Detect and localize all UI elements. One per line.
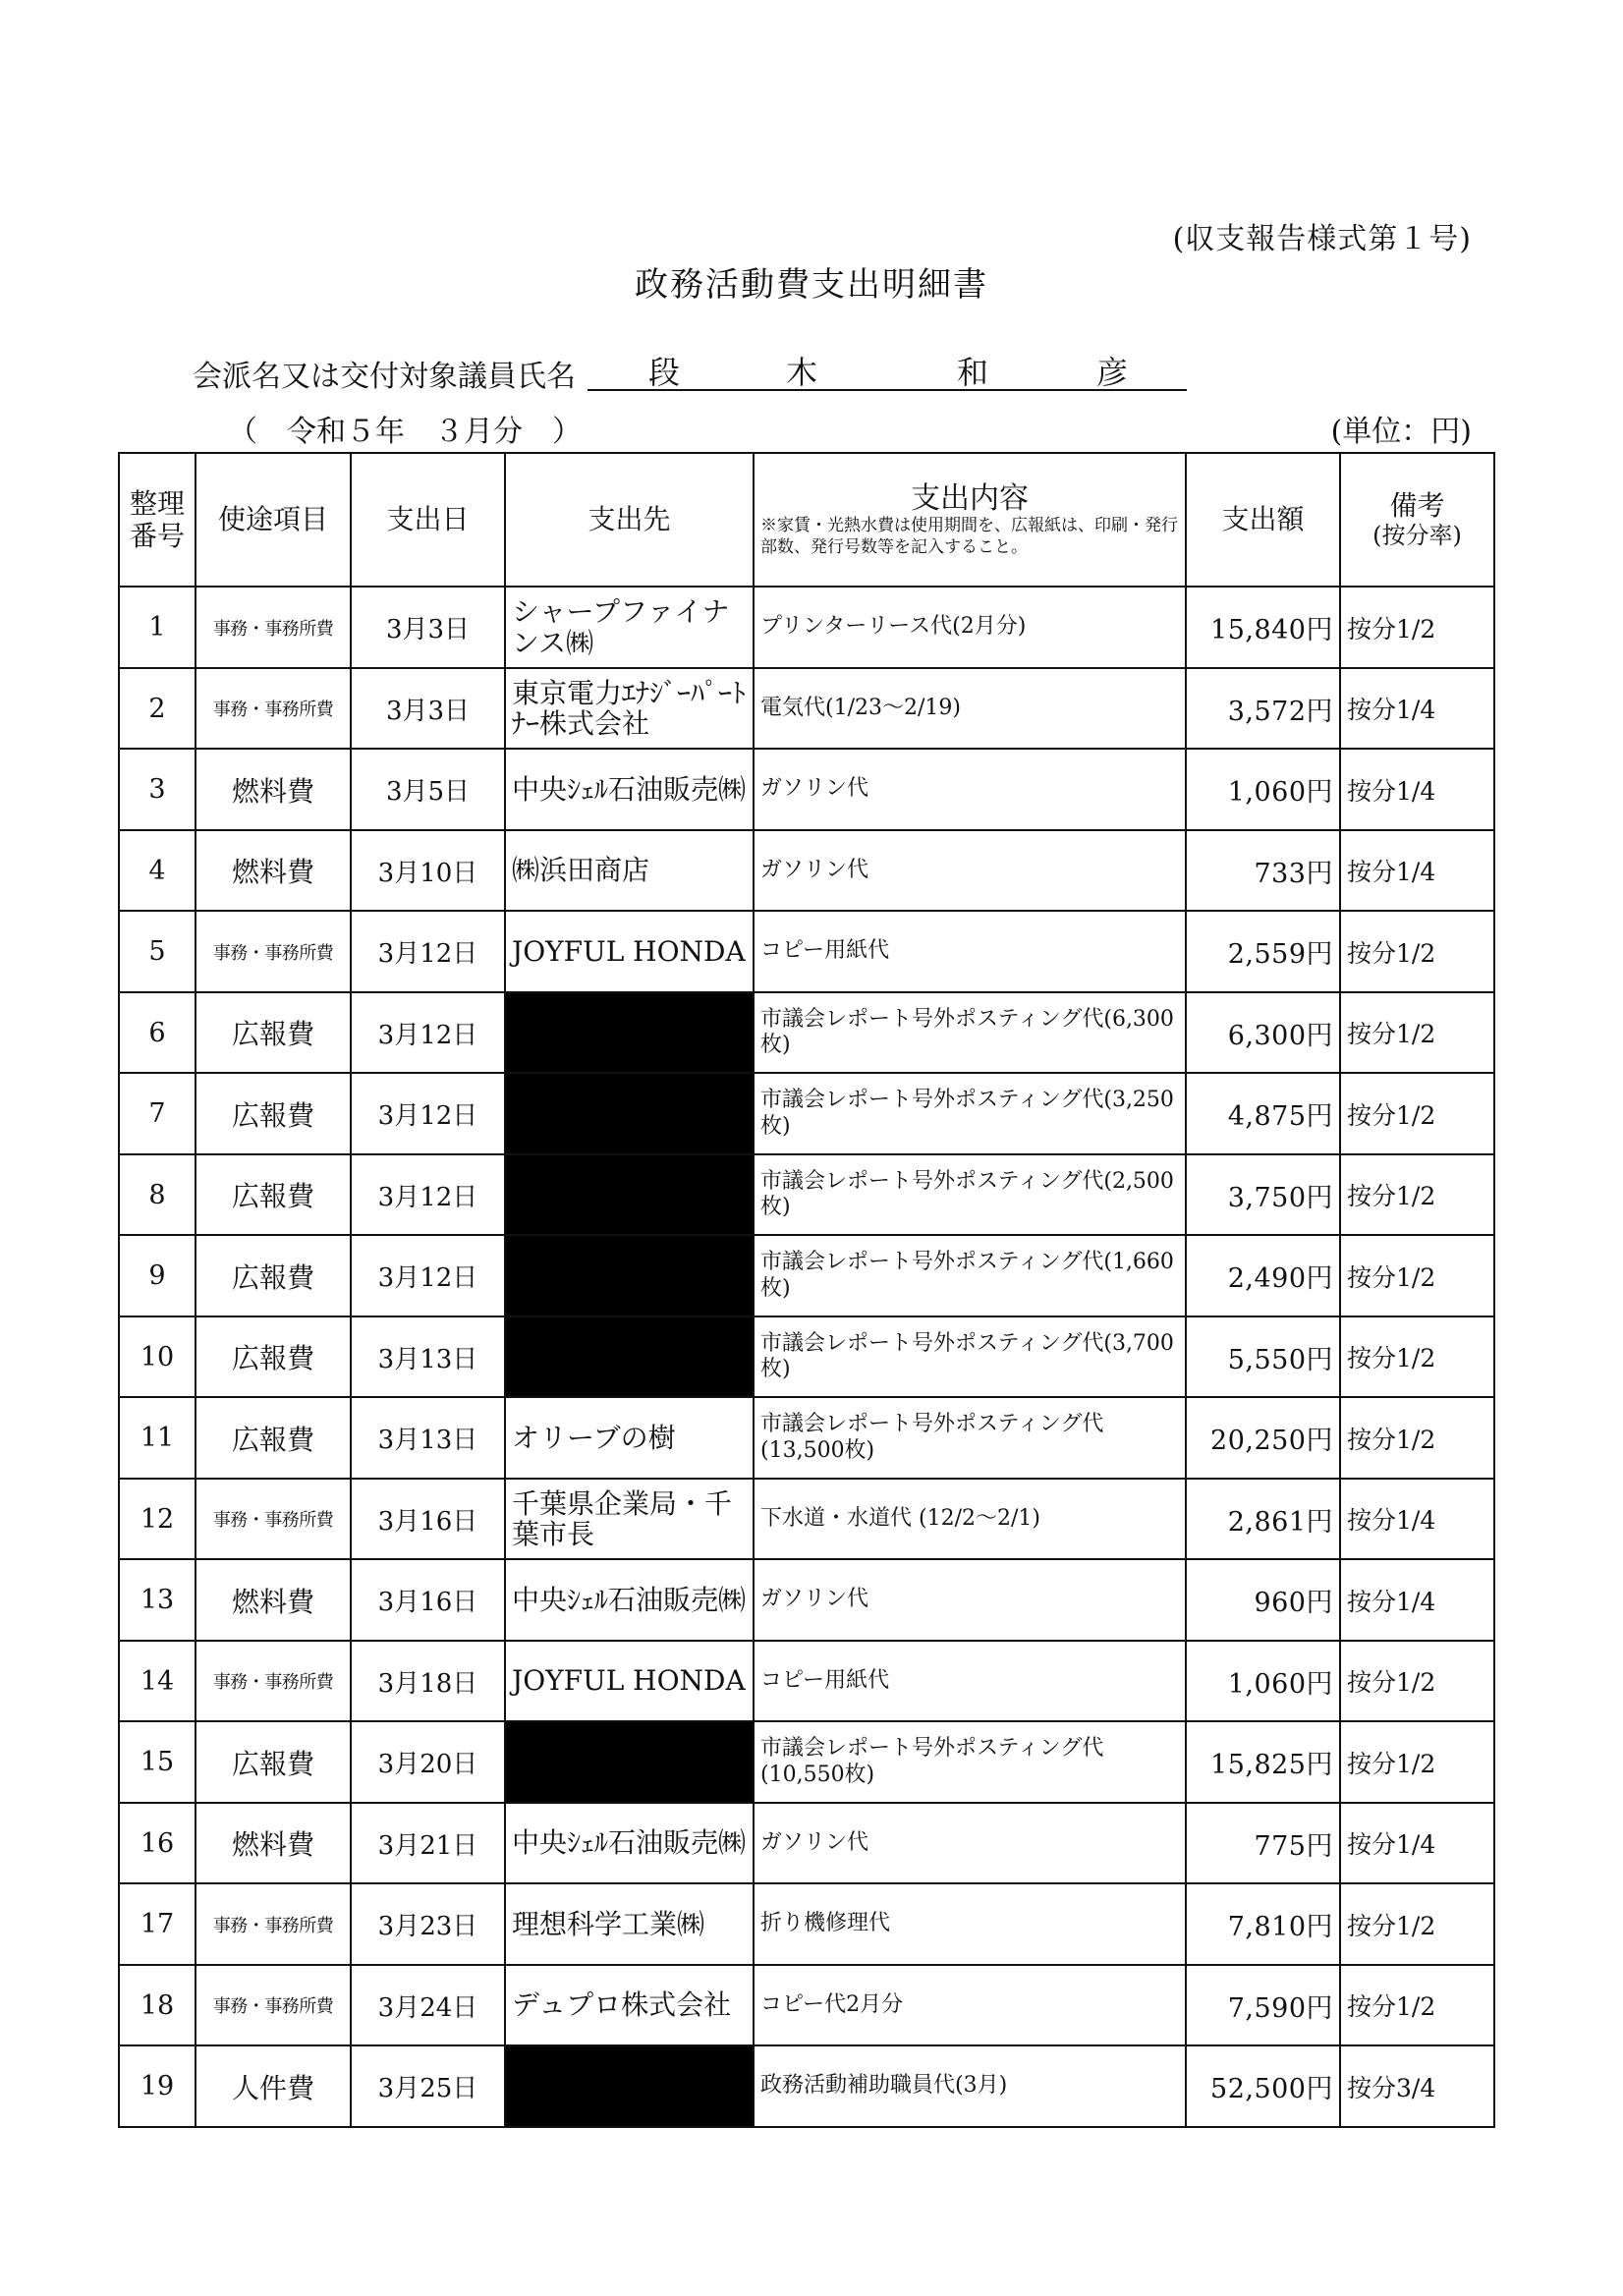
header-remarks-sub: (按分率) bbox=[1372, 522, 1462, 550]
cell-remarks: 按分1/4 bbox=[1340, 668, 1494, 749]
cell-payee: 東京電力ｴﾅｼﾞｰﾊﾟｰﾄﾅｰ株式会社 bbox=[505, 668, 754, 749]
cell-no: 17 bbox=[119, 1883, 196, 1965]
cell-date: 3月12日 bbox=[351, 992, 505, 1073]
cell-payee: ㈱浜田商店 bbox=[505, 830, 754, 911]
cell-payee: JOYFUL HONDA bbox=[505, 1641, 754, 1721]
cell-date: 3月5日 bbox=[351, 749, 505, 830]
table-row bbox=[119, 668, 1494, 749]
cell-category: 広報費 bbox=[196, 1073, 351, 1154]
cell-content: 政務活動補助職員代(3月) bbox=[754, 2045, 1186, 2127]
cell-content: 市議会レポート号外ポスティング代(2,500枚) bbox=[754, 1154, 1186, 1235]
header-category: 使途項目 bbox=[196, 453, 351, 587]
cell-content: 市議会レポート号外ポスティング代(13,500枚) bbox=[754, 1397, 1186, 1479]
cell-content: 市議会レポート号外ポスティング代(10,550枚) bbox=[754, 1721, 1186, 1803]
header-no: 整理番号 bbox=[119, 453, 196, 587]
cell-remarks: 按分1/4 bbox=[1340, 1803, 1494, 1883]
cell-no: 14 bbox=[119, 1641, 196, 1721]
form-id: (収支報告様式第１号) bbox=[1172, 222, 1472, 256]
cell-remarks: 按分1/2 bbox=[1340, 1883, 1494, 1965]
cell-content: コピー用紙代 bbox=[754, 1641, 1186, 1721]
cell-amount: 6,300円 bbox=[1186, 992, 1340, 1073]
cell-payee: 中央ｼｪﾙ石油販売㈱ bbox=[505, 1803, 754, 1883]
table-row bbox=[119, 1721, 1494, 1803]
cell-date: 3月13日 bbox=[351, 1316, 505, 1397]
cell-no: 13 bbox=[119, 1559, 196, 1641]
cell-content: ガソリン代 bbox=[754, 1803, 1186, 1883]
cell-category: 事務・事務所費 bbox=[196, 1883, 351, 1965]
cell-no: 18 bbox=[119, 1965, 196, 2045]
redacted-block bbox=[505, 1721, 754, 1803]
member-name-char: 木 bbox=[786, 354, 818, 391]
cell-amount: 775円 bbox=[1186, 1803, 1340, 1883]
table-row bbox=[119, 1641, 1494, 1721]
header-date: 支出日 bbox=[351, 453, 505, 587]
header-remarks-title: 備考 bbox=[1389, 489, 1445, 523]
cell-no: 8 bbox=[119, 1154, 196, 1235]
cell-date: 3月16日 bbox=[351, 1479, 505, 1559]
cell-amount: 7,590円 bbox=[1186, 1965, 1340, 2045]
table-row bbox=[119, 1965, 1494, 2045]
member-name-char: 彦 bbox=[1096, 354, 1129, 391]
cell-content: ガソリン代 bbox=[754, 749, 1186, 830]
member-name bbox=[588, 346, 1187, 391]
cell-payee: シャープファイナンス㈱ bbox=[505, 587, 754, 668]
cell-no: 19 bbox=[119, 2045, 196, 2127]
cell-remarks: 按分1/2 bbox=[1340, 1641, 1494, 1721]
cell-remarks: 按分3/4 bbox=[1340, 2045, 1494, 2127]
cell-payee: JOYFUL HONDA bbox=[505, 911, 754, 992]
cell-remarks: 按分1/2 bbox=[1340, 1721, 1494, 1803]
cell-content: 市議会レポート号外ポスティング代(6,300枚) bbox=[754, 992, 1186, 1073]
header-content-note: ※家賃・光熱水費は使用期間を、広報紙は、印刷・発行部数、発行号数等を記入すること。 bbox=[760, 516, 1178, 557]
cell-category: 人件費 bbox=[196, 2045, 351, 2127]
header-payee: 支出先 bbox=[505, 453, 754, 587]
cell-content: ガソリン代 bbox=[754, 830, 1186, 911]
cell-category: 事務・事務所費 bbox=[196, 911, 351, 992]
cell-category: 広報費 bbox=[196, 1154, 351, 1235]
cell-amount: 733円 bbox=[1186, 830, 1340, 911]
table-row bbox=[119, 1803, 1494, 1883]
cell-category: 事務・事務所費 bbox=[196, 587, 351, 668]
header-content-title: 支出内容 bbox=[911, 481, 1029, 517]
cell-amount: 3,572円 bbox=[1186, 668, 1340, 749]
cell-content: 折り機修理代 bbox=[754, 1883, 1186, 1965]
cell-content: 下水道・水道代 (12/2～2/1) bbox=[754, 1479, 1186, 1559]
cell-category: 事務・事務所費 bbox=[196, 1479, 351, 1559]
unit-label: (単位：円) bbox=[1330, 415, 1472, 449]
cell-amount: 1,060円 bbox=[1186, 749, 1340, 830]
cell-no: 3 bbox=[119, 749, 196, 830]
table-row bbox=[119, 1235, 1494, 1316]
member-name-char: 段 bbox=[648, 354, 681, 391]
cell-amount: 5,550円 bbox=[1186, 1316, 1340, 1397]
cell-payee: 理想科学工業㈱ bbox=[505, 1883, 754, 1965]
cell-category: 広報費 bbox=[196, 1235, 351, 1316]
cell-category: 広報費 bbox=[196, 992, 351, 1073]
header-content bbox=[754, 453, 1186, 587]
cell-no: 16 bbox=[119, 1803, 196, 1883]
cell-category: 広報費 bbox=[196, 1397, 351, 1479]
cell-amount: 7,810円 bbox=[1186, 1883, 1340, 1965]
cell-remarks: 按分1/2 bbox=[1340, 1154, 1494, 1235]
redacted-block bbox=[505, 1316, 754, 1397]
cell-payee: デュプロ株式会社 bbox=[505, 1965, 754, 2045]
table-row bbox=[119, 1316, 1494, 1397]
cell-amount: 2,559円 bbox=[1186, 911, 1340, 992]
table-row bbox=[119, 587, 1494, 668]
cell-content: 市議会レポート号外ポスティング代(3,700枚) bbox=[754, 1316, 1186, 1397]
cell-amount: 15,825円 bbox=[1186, 1721, 1340, 1803]
cell-amount: 2,861円 bbox=[1186, 1479, 1340, 1559]
table-row bbox=[119, 1883, 1494, 1965]
cell-no: 15 bbox=[119, 1721, 196, 1803]
cell-category: 事務・事務所費 bbox=[196, 1965, 351, 2045]
cell-no: 6 bbox=[119, 992, 196, 1073]
cell-amount: 52,500円 bbox=[1186, 2045, 1340, 2127]
cell-no: 4 bbox=[119, 830, 196, 911]
document-title: 政務活動費支出明細書 bbox=[635, 265, 988, 305]
cell-amount: 1,060円 bbox=[1186, 1641, 1340, 1721]
cell-category: 燃料費 bbox=[196, 1559, 351, 1641]
cell-content: コピー用紙代 bbox=[754, 911, 1186, 992]
cell-amount: 3,750円 bbox=[1186, 1154, 1340, 1235]
redacted-block bbox=[505, 1235, 754, 1316]
cell-date: 3月12日 bbox=[351, 1154, 505, 1235]
cell-category: 広報費 bbox=[196, 1316, 351, 1397]
expense-table bbox=[118, 452, 1495, 2128]
cell-no: 11 bbox=[119, 1397, 196, 1479]
cell-no: 9 bbox=[119, 1235, 196, 1316]
cell-date: 3月3日 bbox=[351, 587, 505, 668]
cell-amount: 15,840円 bbox=[1186, 587, 1340, 668]
cell-date: 3月21日 bbox=[351, 1803, 505, 1883]
redacted-block bbox=[505, 992, 754, 1073]
cell-date: 3月13日 bbox=[351, 1397, 505, 1479]
cell-amount: 960円 bbox=[1186, 1559, 1340, 1641]
cell-remarks: 按分1/2 bbox=[1340, 1397, 1494, 1479]
cell-remarks: 按分1/4 bbox=[1340, 1479, 1494, 1559]
cell-date: 3月23日 bbox=[351, 1883, 505, 1965]
cell-payee: オリーブの樹 bbox=[505, 1397, 754, 1479]
header-remarks bbox=[1340, 453, 1494, 587]
cell-content: プリンターリース代(2月分) bbox=[754, 587, 1186, 668]
cell-date: 3月20日 bbox=[351, 1721, 505, 1803]
header-amount: 支出額 bbox=[1186, 453, 1340, 587]
table-row bbox=[119, 2045, 1494, 2127]
table-body bbox=[119, 587, 1494, 2127]
cell-amount: 2,490円 bbox=[1186, 1235, 1340, 1316]
cell-date: 3月18日 bbox=[351, 1641, 505, 1721]
cell-remarks: 按分1/2 bbox=[1340, 911, 1494, 992]
cell-date: 3月12日 bbox=[351, 1235, 505, 1316]
cell-no: 12 bbox=[119, 1479, 196, 1559]
table-row bbox=[119, 1154, 1494, 1235]
cell-remarks: 按分1/2 bbox=[1340, 1235, 1494, 1316]
table-row bbox=[119, 749, 1494, 830]
cell-date: 3月3日 bbox=[351, 668, 505, 749]
cell-date: 3月12日 bbox=[351, 1073, 505, 1154]
cell-category: 燃料費 bbox=[196, 830, 351, 911]
cell-remarks: 按分1/2 bbox=[1340, 1073, 1494, 1154]
cell-payee: 中央ｼｪﾙ石油販売㈱ bbox=[505, 1559, 754, 1641]
redacted-block bbox=[505, 1154, 754, 1235]
cell-remarks: 按分1/4 bbox=[1340, 1559, 1494, 1641]
cell-amount: 4,875円 bbox=[1186, 1073, 1340, 1154]
cell-no: 2 bbox=[119, 668, 196, 749]
table-row bbox=[119, 1559, 1494, 1641]
cell-date: 3月25日 bbox=[351, 2045, 505, 2127]
reporting-period: （ 令和５年 ３月分 ） bbox=[228, 415, 582, 449]
table-row bbox=[119, 830, 1494, 911]
cell-remarks: 按分1/4 bbox=[1340, 749, 1494, 830]
member-label: 会派名又は交付対象議員氏名 bbox=[193, 360, 576, 394]
table-row bbox=[119, 1397, 1494, 1479]
table-row bbox=[119, 1073, 1494, 1154]
redacted-block bbox=[505, 2045, 754, 2127]
table-row bbox=[119, 1479, 1494, 1559]
cell-no: 7 bbox=[119, 1073, 196, 1154]
cell-remarks: 按分1/2 bbox=[1340, 1965, 1494, 2045]
cell-category: 事務・事務所費 bbox=[196, 1641, 351, 1721]
cell-content: 市議会レポート号外ポスティング代(3,250枚) bbox=[754, 1073, 1186, 1154]
cell-date: 3月16日 bbox=[351, 1559, 505, 1641]
cell-date: 3月24日 bbox=[351, 1965, 505, 2045]
table-header-row bbox=[119, 453, 1494, 587]
cell-payee: 千葉県企業局・千葉市長 bbox=[505, 1479, 754, 1559]
redacted-block bbox=[505, 1073, 754, 1154]
cell-category: 広報費 bbox=[196, 1721, 351, 1803]
cell-content: コピー代2月分 bbox=[754, 1965, 1186, 2045]
cell-no: 10 bbox=[119, 1316, 196, 1397]
table-row bbox=[119, 992, 1494, 1073]
cell-payee: 中央ｼｪﾙ石油販売㈱ bbox=[505, 749, 754, 830]
cell-date: 3月10日 bbox=[351, 830, 505, 911]
cell-content: 電気代(1/23～2/19) bbox=[754, 668, 1186, 749]
cell-category: 燃料費 bbox=[196, 749, 351, 830]
cell-content: 市議会レポート号外ポスティング代(1,660枚) bbox=[754, 1235, 1186, 1316]
cell-content: ガソリン代 bbox=[754, 1559, 1186, 1641]
table-row bbox=[119, 911, 1494, 992]
cell-remarks: 按分1/2 bbox=[1340, 587, 1494, 668]
member-name-char: 和 bbox=[957, 354, 989, 391]
cell-amount: 20,250円 bbox=[1186, 1397, 1340, 1479]
cell-remarks: 按分1/2 bbox=[1340, 992, 1494, 1073]
cell-category: 事務・事務所費 bbox=[196, 668, 351, 749]
cell-date: 3月12日 bbox=[351, 911, 505, 992]
cell-remarks: 按分1/2 bbox=[1340, 1316, 1494, 1397]
cell-remarks: 按分1/4 bbox=[1340, 830, 1494, 911]
cell-category: 燃料費 bbox=[196, 1803, 351, 1883]
cell-no: 5 bbox=[119, 911, 196, 992]
cell-no: 1 bbox=[119, 587, 196, 668]
